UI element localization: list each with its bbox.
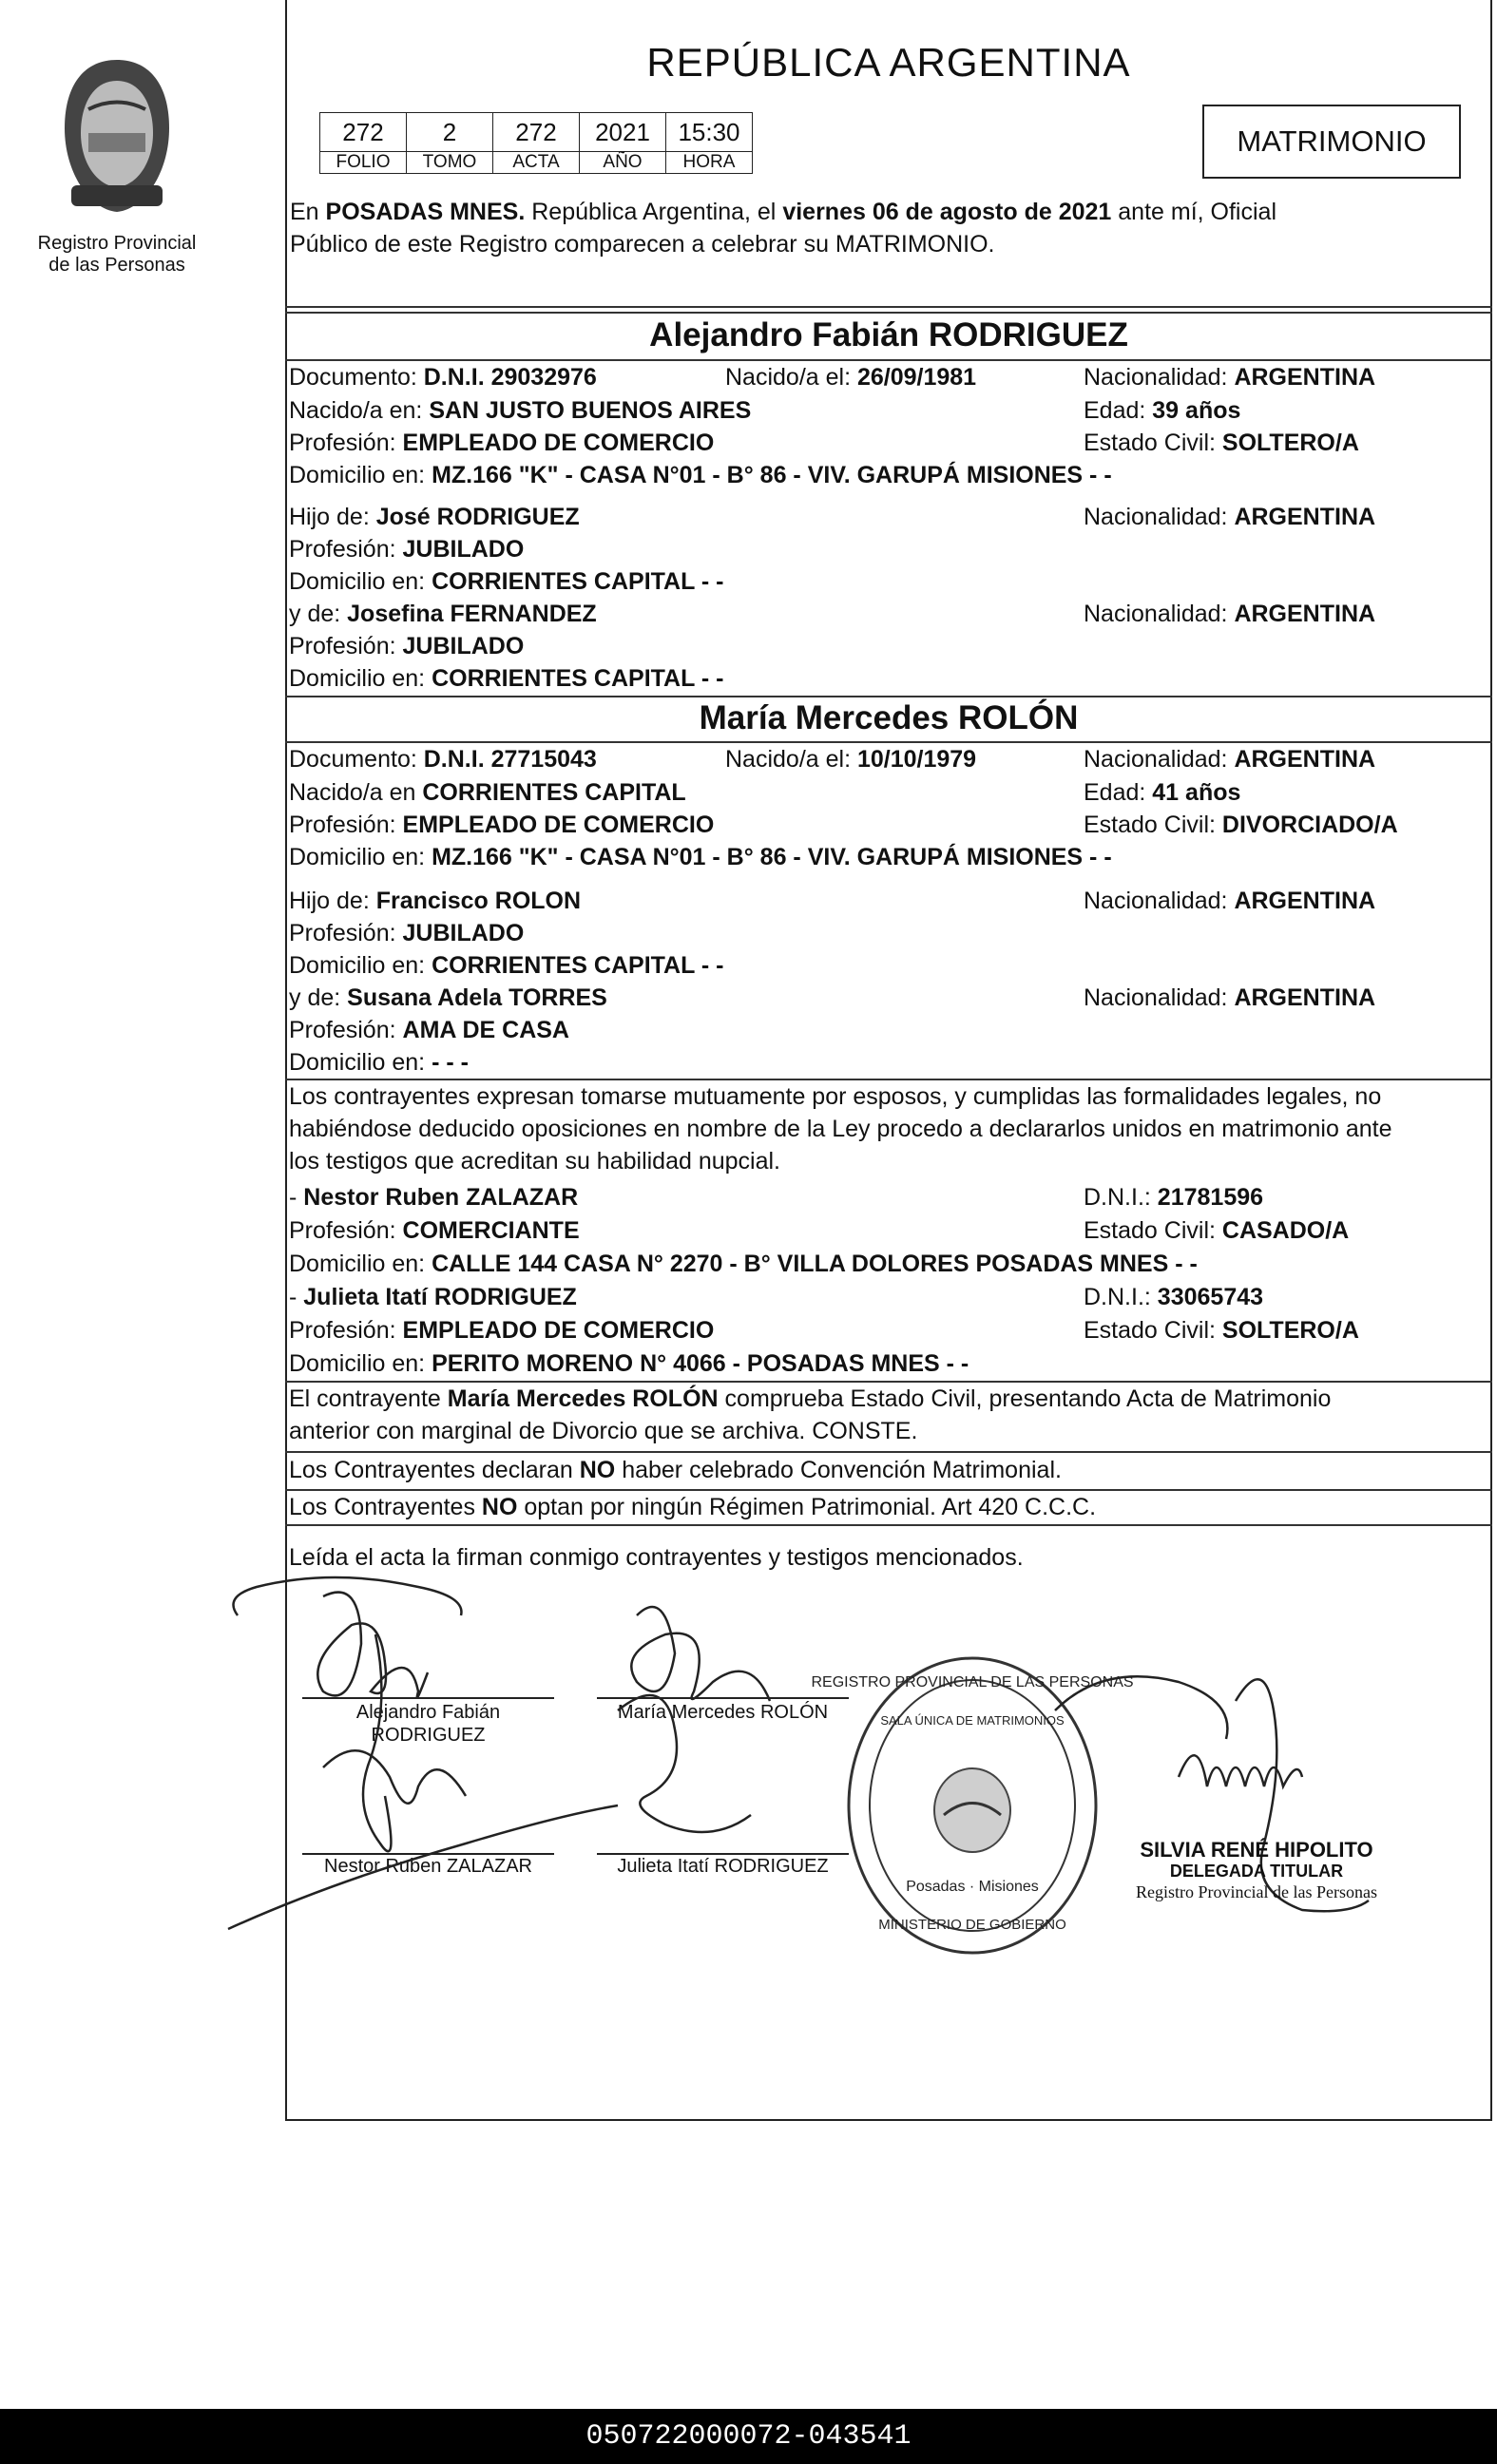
folio-label: FOLIO: [320, 152, 407, 174]
spouse1-profession: Profesión: EMPLEADO DE COMERCIO: [289, 430, 715, 456]
witness1-civil-status: Estado Civil: CASADO/A: [1084, 1217, 1350, 1244]
acta-label: ACTA: [493, 152, 580, 174]
witness2-civil-status: Estado Civil: SOLTERO/A: [1084, 1317, 1359, 1344]
witness2-dni: D.N.I.: 33065743: [1084, 1284, 1264, 1310]
record-type-badge: MATRIMONIO: [1202, 105, 1461, 179]
logo-caption-line2: de las Personas: [48, 255, 185, 276]
tomo-label: TOMO: [407, 152, 493, 174]
witness2-name: - Julieta Itatí RODRIGUEZ: [289, 1284, 577, 1310]
spouse1-birthdate: Nacido/a el: 26/09/1981: [725, 364, 977, 391]
folio-value: 272: [320, 113, 407, 152]
year-value: 2021: [580, 113, 666, 152]
intro-line-1: En POSADAS MNES. República Argentina, el viernes 06 de agosto de 2021 ante mí, Oficial: [290, 199, 1276, 225]
official-office: Registro Provincial de las Personas: [1136, 1882, 1377, 1901]
year-label: AÑO: [580, 152, 666, 174]
spouse2-father-address: Domicilio en: CORRIENTES CAPITAL - -: [289, 952, 724, 979]
hour-label: HORA: [666, 152, 753, 174]
province-logo: [37, 52, 197, 276]
spouse2-name-heading: María Mercedes ROLÓN: [699, 699, 1079, 736]
note-line-1: El contrayente María Mercedes ROLÓN comprueba Estado Civil, presentando Acta de Matrimonio: [289, 1385, 1332, 1412]
declaration-line-3: los testigos que acreditan su habilidad nupcial.: [289, 1148, 781, 1175]
spouse1-birthplace: Nacido/a en: SAN JUSTO BUENOS AIRES: [289, 397, 752, 424]
divider: [285, 741, 1492, 743]
spouse2-father-nationality: Nacionalidad: ARGENTINA: [1084, 888, 1376, 914]
witness1-name: - Nestor Ruben ZALAZAR: [289, 1184, 579, 1211]
acta-value: 272: [493, 113, 580, 152]
divider: [285, 1524, 1492, 1526]
hour-value: 15:30: [666, 113, 753, 152]
spouse1-mother-profession: Profesión: JUBILADO: [289, 633, 525, 659]
document-code: 050722000072-043541: [585, 2420, 912, 2453]
spouse2-document: Documento: D.N.I. 27715043: [289, 746, 597, 773]
witness2-address: Domicilio en: PERITO MORENO N° 4066 - POSADAS MNES - -: [289, 1350, 969, 1377]
spouse2-mother-nationality: Nacionalidad: ARGENTINA: [1084, 984, 1376, 1011]
spouse2-age: Edad: 41 años: [1084, 779, 1241, 806]
spouse1-nationality: Nacionalidad: ARGENTINA: [1084, 364, 1376, 391]
declaration-line-2: habiéndose deducido oposiciones en nombre de la Ley procedo a declararlos unidos en matrimonio ante: [289, 1116, 1392, 1142]
spouse2-father-profession: Profesión: JUBILADO: [289, 920, 525, 946]
handwritten-signatures: [219, 1558, 941, 1939]
spouse2-profession: Profesión: EMPLEADO DE COMERCIO: [289, 812, 715, 838]
logo-caption-line1: Registro Provincial: [37, 233, 197, 254]
tomo-value: 2: [407, 113, 493, 152]
misiones-emblem-icon: [60, 52, 174, 219]
spouse1-mother-nationality: Nacionalidad: ARGENTINA: [1084, 601, 1376, 627]
spouse1-age: Edad: 39 años: [1084, 397, 1241, 424]
spouse1-father-address: Domicilio en: CORRIENTES CAPITAL - -: [289, 568, 724, 595]
spouse2-civil-status: Estado Civil: DIVORCIADO/A: [1084, 812, 1398, 838]
spouse1-name-heading: Alejandro Fabián RODRIGUEZ: [649, 316, 1128, 353]
svg-text:SALA ÚNICA DE MATRIMONIOS: SALA ÚNICA DE MATRIMONIOS: [880, 1713, 1065, 1728]
witness1-address: Domicilio en: CALLE 144 CASA N° 2270 - B° VILLA DOLORES POSADAS MNES - -: [289, 1251, 1198, 1277]
declaration-line-1: Los contrayentes expresan tomarse mutuamente por esposos, y cumplidas las formalidades legales, no: [289, 1083, 1382, 1110]
spouse1-civil-status: Estado Civil: SOLTERO/A: [1084, 430, 1359, 456]
signature-label-spouse2: María Mercedes ROLÓN: [617, 1702, 829, 1723]
divider: [285, 359, 1492, 361]
page-title: REPÚBLICA ARGENTINA: [646, 40, 1131, 85]
intro-place: POSADAS MNES.: [325, 199, 526, 225]
spouse2-father: Hijo de: Francisco ROLON: [289, 888, 582, 914]
witness1-profession: Profesión: COMERCIANTE: [289, 1217, 580, 1244]
divider: [285, 1489, 1492, 1491]
divorce-note: [289, 1383, 1490, 1447]
official-name: SILVIA RENÉ HIPOLITO: [1140, 1838, 1373, 1862]
intro-line-2: Público de este Registro comparecen a celebrar su MATRIMONIO.: [290, 231, 995, 258]
registry-labels-row: [320, 152, 753, 174]
intro-date: viernes 06 de agosto de 2021: [782, 199, 1112, 225]
witness2-profession: Profesión: EMPLEADO DE COMERCIO: [289, 1317, 715, 1344]
spouse1-mother: y de: Josefina FERNANDEZ: [289, 601, 597, 627]
spouse2-mother-profession: Profesión: AMA DE CASA: [289, 1017, 569, 1043]
spouse2-mother: y de: Susana Adela TORRES: [289, 984, 607, 1011]
note-line-2: anterior con marginal de Divorcio que se archiva. CONSTE.: [289, 1418, 918, 1444]
spouse2-address: Domicilio en: MZ.166 "K" - CASA N°01 - B° 86 - VIV. GARUPÁ MISIONES - -: [289, 844, 1112, 870]
divider: [285, 306, 1492, 308]
convention-statement: Los Contrayentes declaran NO haber celebrado Convención Matrimonial.: [289, 1457, 1062, 1483]
declaration-paragraph: [289, 1080, 1490, 1177]
spouse1-address: Domicilio en: MZ.166 "K" - CASA N°01 - B° 86 - VIV. GARUPÁ MISIONES - -: [289, 462, 1112, 488]
spouse1-father-nationality: Nacionalidad: ARGENTINA: [1084, 504, 1376, 530]
divider: [285, 1451, 1492, 1453]
divider: [285, 312, 1492, 314]
svg-text:MINISTERIO DE GOBIERNO: MINISTERIO DE GOBIERNO: [878, 1917, 1066, 1933]
official-title: DELEGADA TITULAR: [1169, 1862, 1344, 1881]
spouse2-nationality: Nacionalidad: ARGENTINA: [1084, 746, 1376, 773]
spouse1-mother-address: Domicilio en: CORRIENTES CAPITAL - -: [289, 665, 724, 692]
witness1-dni: D.N.I.: 21781596: [1084, 1184, 1264, 1211]
spouse2-mother-address: Domicilio en: - - -: [289, 1049, 469, 1076]
spouse2-birthplace: Nacido/a en CORRIENTES CAPITAL: [289, 779, 686, 806]
signature-label-spouse1: Alejandro Fabián RODRIGUEZ: [355, 1702, 501, 1746]
spouse2-birthdate: Nacido/a el: 10/10/1979: [725, 746, 977, 773]
divider: [285, 696, 1492, 697]
registry-values-row: [320, 113, 753, 152]
svg-text:REGISTRO PROVINCIAL DE LAS PER: REGISTRO PROVINCIAL DE LAS PERSONAS: [811, 1674, 1134, 1690]
regime-statement: Los Contrayentes NO optan por ningún Régimen Patrimonial. Art 420 C.C.C.: [289, 1494, 1097, 1520]
spouse1-father: Hijo de: José RODRIGUEZ: [289, 504, 580, 530]
signature-label-witness2: Julieta Itatí RODRIGUEZ: [617, 1856, 829, 1877]
signature-label-witness1: Nestor Ruben ZALAZAR: [324, 1856, 532, 1877]
reading-statement: Leída el acta la firman conmigo contrayentes y testigos mencionados.: [289, 1544, 1024, 1571]
spouse1-document: Documento: D.N.I. 29032976: [289, 364, 597, 391]
logo-caption: [36, 233, 198, 277]
registry-table: [319, 112, 753, 174]
intro-paragraph: [290, 196, 1489, 260]
spouse1-father-profession: Profesión: JUBILADO: [289, 536, 525, 563]
svg-text:Posadas · Misiones: Posadas · Misiones: [906, 1879, 1039, 1895]
